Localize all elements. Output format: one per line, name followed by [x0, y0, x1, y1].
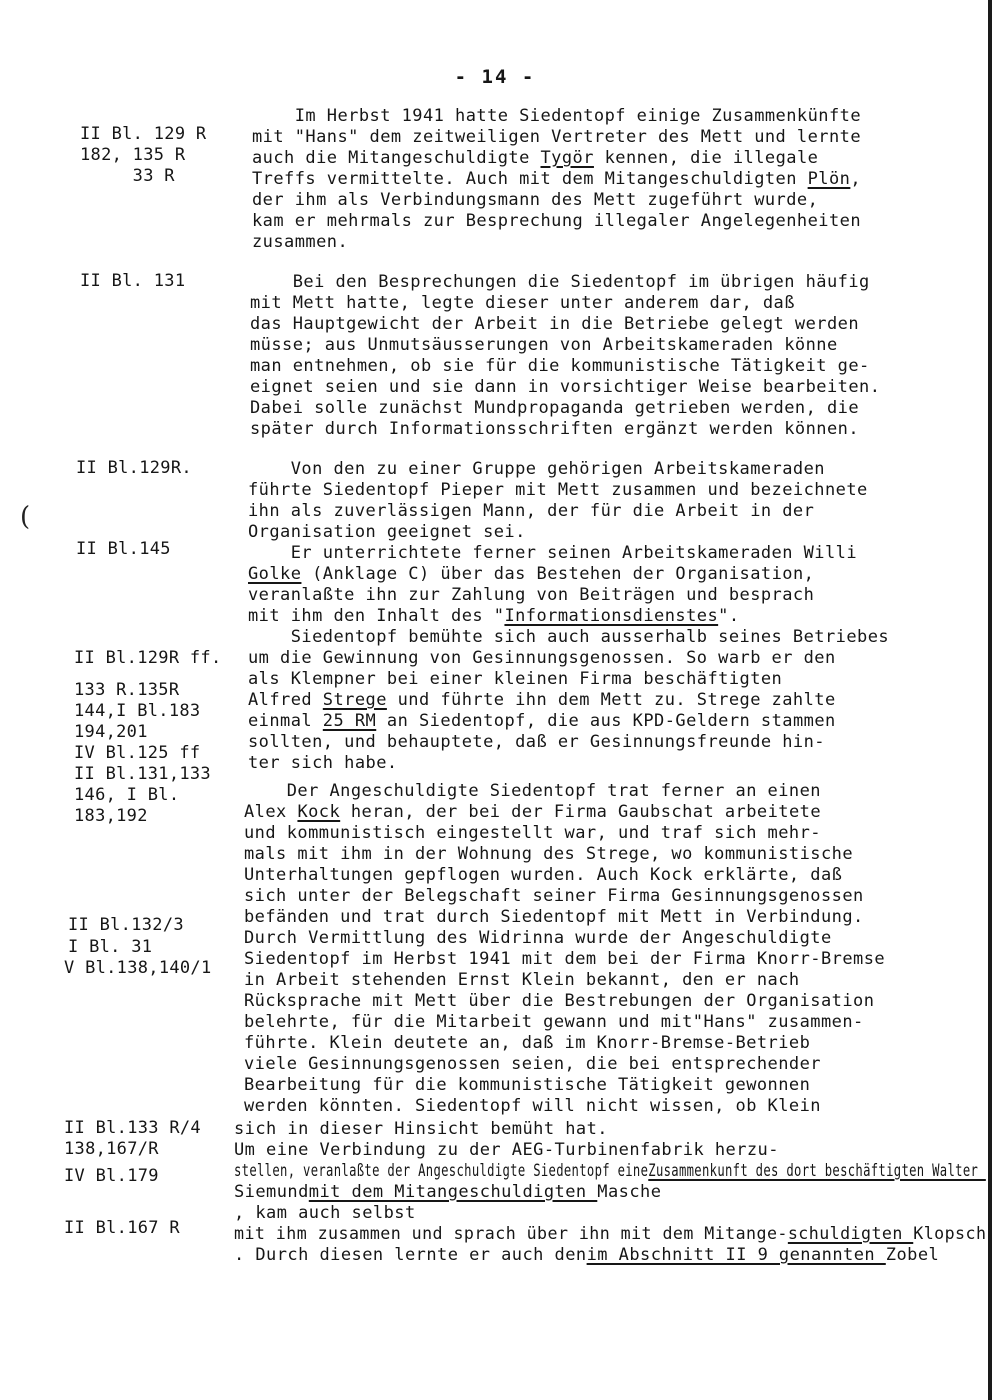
margin-bracket-mark: ( — [20, 502, 31, 532]
body-line: ter sich habe. — [248, 753, 398, 773]
margin-reference: II Bl.133 R/4 — [64, 1118, 201, 1138]
margin-reference: 33 R — [80, 166, 175, 186]
margin-reference: II Bl.129R. — [76, 458, 192, 478]
underlined-name: schuldigten — [787, 1224, 914, 1244]
body-line: mit "Hans" dem zeitweiligen Vertreter des Mett und lernte — [252, 127, 862, 147]
body-line: Siedentopf im Herbst 1941 mit dem bei der Firma Knorr-Bremse — [244, 949, 886, 969]
body-line: Bearbeitung für die kommunistische Tätigkeit gewonnen — [244, 1075, 811, 1095]
body-line: auch die Mitangeschuldigte Tygör kennen, die illegale — [252, 148, 819, 168]
underlined-name: Strege — [322, 690, 387, 710]
body-line: kam er mehrmals zur Besprechung illegaler Angelegenheiten — [252, 211, 862, 231]
body-line: um die Gewinnung von Gesinnungsgenossen. So warb er den — [248, 648, 836, 668]
body-line: Siemundmit dem Mitangeschuldigten Masche — [234, 1182, 662, 1202]
body-line: Um eine Verbindung zu der AEG-Turbinenfabrik herzu- — [234, 1140, 779, 1160]
underlined-name: Kock — [297, 802, 341, 822]
body-line: Im Herbst 1941 hatte Siedentopf einige Zusammenkünfte — [252, 106, 862, 126]
body-line: der ihm als Verbindungsmann des Mett zugeführt wurde, — [252, 190, 819, 210]
body-line: veranlaßte ihn zur Zahlung von Beiträgen und besprach — [248, 585, 815, 605]
body-line: man entnehmen, ob sie für die kommunistische Tätigkeit ge- — [250, 356, 870, 376]
body-line: stellen, veranlaßte der Angeschuldigte Siedentopf eineZusammenkunft des dort beschäftigten Walter — [234, 1161, 986, 1181]
body-line: belehrte, für die Mitarbeit gewann und mit"Hans" zusammen- — [244, 1012, 864, 1032]
body-line: Der Angeschuldigte Siedentopf trat ferner an einen — [244, 781, 821, 801]
body-line: in Arbeit stehenden Ernst Klein bekannt, den er nach — [244, 970, 800, 990]
margin-reference: 182, 135 R — [80, 145, 186, 165]
body-line: Von den zu einer Gruppe gehörigen Arbeitskameraden — [248, 459, 825, 479]
body-line: müsse; aus Unmutsäusserungen von Arbeitskameraden könne — [250, 335, 838, 355]
margin-reference: IV Bl.125 ff — [74, 743, 201, 763]
underlined-name: im Abschnitt II 9 genannten — [586, 1245, 886, 1265]
margin-reference: IV Bl.179 — [64, 1166, 159, 1186]
page-number: - 14 - — [454, 66, 536, 88]
margin-reference: 144,I Bl.183 — [74, 701, 201, 721]
body-line: mit Mett hatte, legte dieser unter anderem dar, daß — [250, 293, 795, 313]
body-line: als Klempner bei einer kleinen Firma beschäftigten — [248, 669, 783, 689]
underlined-name: Tygör — [540, 148, 594, 168]
margin-reference: 133 R.135R — [74, 680, 180, 700]
body-line: Treffs vermittelte. Auch mit dem Mitangeschuldigten Plön, — [252, 169, 862, 189]
margin-reference: II Bl.129R ff. — [74, 648, 222, 668]
body-line: Rücksprache mit Mett über die Bestrebungen der Organisation — [244, 991, 875, 1011]
margin-reference: 138,167/R — [64, 1139, 159, 1159]
body-line: führte Siedentopf Pieper mit Mett zusammen und bezeichnete — [248, 480, 868, 500]
body-line: einmal 25 RM an Siedentopf, die aus KPD-Geldern stammen — [248, 711, 836, 731]
body-line: Durch Vermittlung des Widrinna wurde der Angeschuldigte — [244, 928, 832, 948]
body-line: viele Gesinnungsgenossen seien, die bei entsprechender — [244, 1054, 821, 1074]
margin-reference: 194,201 — [74, 722, 148, 742]
underlined-name: Plön — [807, 169, 851, 189]
body-line: mit ihm zusammen und sprach über ihn mit dem Mitange-schuldigten Klopsch — [234, 1224, 987, 1244]
margin-reference: II Bl. 131 — [80, 271, 186, 291]
body-line: ihn als zuverlässigen Mann, der für die Arbeit in der — [248, 501, 815, 521]
underlined-name: mit dem Mitangeschuldigten — [308, 1182, 598, 1202]
body-line: werden könnten. Siedentopf will nicht wissen, ob Klein — [244, 1096, 821, 1116]
scan-edge — [988, 0, 992, 1400]
margin-reference: II Bl.167 R — [64, 1218, 180, 1238]
body-line: Dabei solle zunächst Mundpropaganda getrieben werden, die — [250, 398, 860, 418]
body-line: Er unterrichtete ferner seinen Arbeitskameraden Willi — [248, 543, 858, 563]
body-line: Siedentopf bemühte sich auch ausserhalb seines Betriebes — [248, 627, 890, 647]
body-line: und kommunistisch eingestellt war, und traf sich mehr- — [244, 823, 821, 843]
margin-reference: 183,192 — [74, 806, 148, 826]
body-line: Alfred Strege und führte ihn dem Mett zu. Strege zahlte — [248, 690, 836, 710]
margin-reference: V Bl.138,140/1 — [64, 958, 212, 978]
margin-reference: I Bl. 31 — [68, 937, 153, 957]
body-line: Bei den Besprechungen die Siedentopf im übrigen häufig — [250, 272, 870, 292]
body-line: . Durch diesen lernte er auch denim Abschnitt II 9 genannten Zobel — [234, 1245, 940, 1265]
body-line: zusammen. — [252, 232, 349, 252]
margin-reference: II Bl.132/3 — [68, 915, 184, 935]
underlined-name: Golke — [248, 564, 302, 584]
body-line: später durch Informationsschriften ergänzt werden können. — [250, 419, 860, 439]
margin-reference: II Bl. 129 R — [80, 124, 207, 144]
underlined-name: Zusammenkunft des dort beschäftigten Walter — [648, 1161, 986, 1181]
margin-reference: II Bl.131,133 — [74, 764, 211, 784]
body-line: Unterhaltungen gepflogen wurden. Auch Kock erklärte, daß — [244, 865, 843, 885]
body-line: Golke (Anklage C) über das Bestehen der Organisation, — [248, 564, 815, 584]
body-line: sich unter der Belegschaft seiner Firma Gesinnungsgenossen — [244, 886, 864, 906]
underlined-amount: 25 RM — [322, 711, 377, 731]
body-line: befänden und trat durch Siedentopf mit Mett in Verbindung. — [244, 907, 864, 927]
body-line: Organisation geeignet sei. — [248, 522, 526, 542]
body-line: sich in dieser Hinsicht bemüht hat. — [234, 1119, 608, 1139]
body-line: Alex Kock heran, der bei der Firma Gaubschat arbeitete — [244, 802, 822, 822]
body-line: , kam auch selbst — [234, 1203, 416, 1223]
body-line: das Hauptgewicht der Arbeit in die Betriebe gelegt werden — [250, 314, 860, 334]
margin-reference: II Bl.145 — [76, 539, 171, 559]
body-line: mit ihm den Inhalt des "Informationsdienstes". — [248, 606, 740, 626]
underlined-title: Informationsdienstes — [504, 606, 719, 626]
body-line: mals mit ihm in der Wohnung des Strege, wo kommunistische — [244, 844, 854, 864]
body-line: führte. Klein deutete an, daß im Knorr-Bremse-Betrieb — [244, 1033, 811, 1053]
body-line: sollten, und behauptete, daß er Gesinnungsfreunde hin- — [248, 732, 825, 752]
margin-reference: 146, I Bl. — [74, 785, 180, 805]
body-line: eignet seien und sie dann in vorsichtiger Weise bearbeiten. — [250, 377, 881, 397]
